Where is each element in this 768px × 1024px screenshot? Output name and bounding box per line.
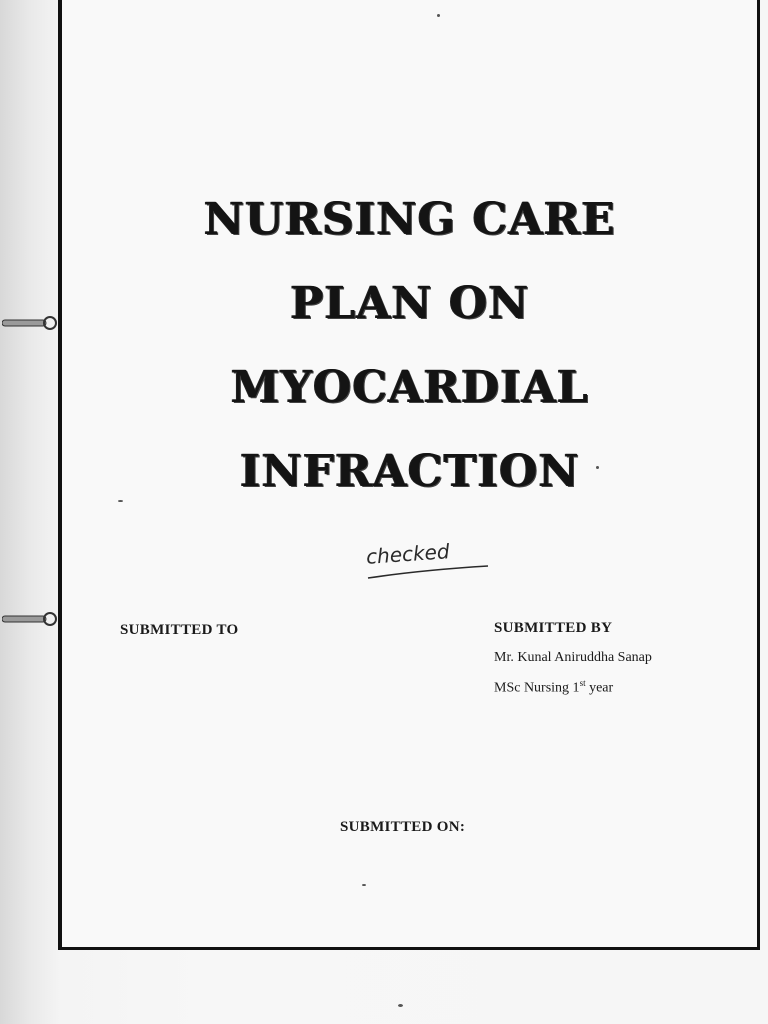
- binder-ring-bottom: [2, 612, 60, 626]
- binder-ring-top: [2, 316, 60, 330]
- title-line: MYOCARDIAL: [231, 362, 589, 413]
- handwritten-annotation: [362, 540, 492, 590]
- annotation-text: checked: [365, 539, 451, 569]
- submitted-by-label: SUBMITTED BY: [494, 620, 613, 636]
- submitter-course: MSc Nursing 1st year: [494, 678, 614, 696]
- paper-speck: [362, 884, 366, 886]
- submitted-to-label: SUBMITTED TO: [120, 622, 239, 638]
- paper-speck: [437, 14, 440, 17]
- paper-speck: [596, 466, 599, 469]
- submitted-on-label: SUBMITTED ON:: [340, 819, 466, 835]
- paper-speck: [118, 500, 123, 502]
- paper-speck: [398, 1004, 403, 1007]
- document-title: [130, 178, 690, 514]
- title-line: PLAN ON: [290, 278, 530, 329]
- title-line: INFRACTION: [240, 446, 580, 497]
- title-line: NURSING CARE: [204, 194, 616, 245]
- submitter-name: Mr. Kunal Aniruddha Sanap: [494, 650, 652, 665]
- annotation-underline: [362, 564, 492, 584]
